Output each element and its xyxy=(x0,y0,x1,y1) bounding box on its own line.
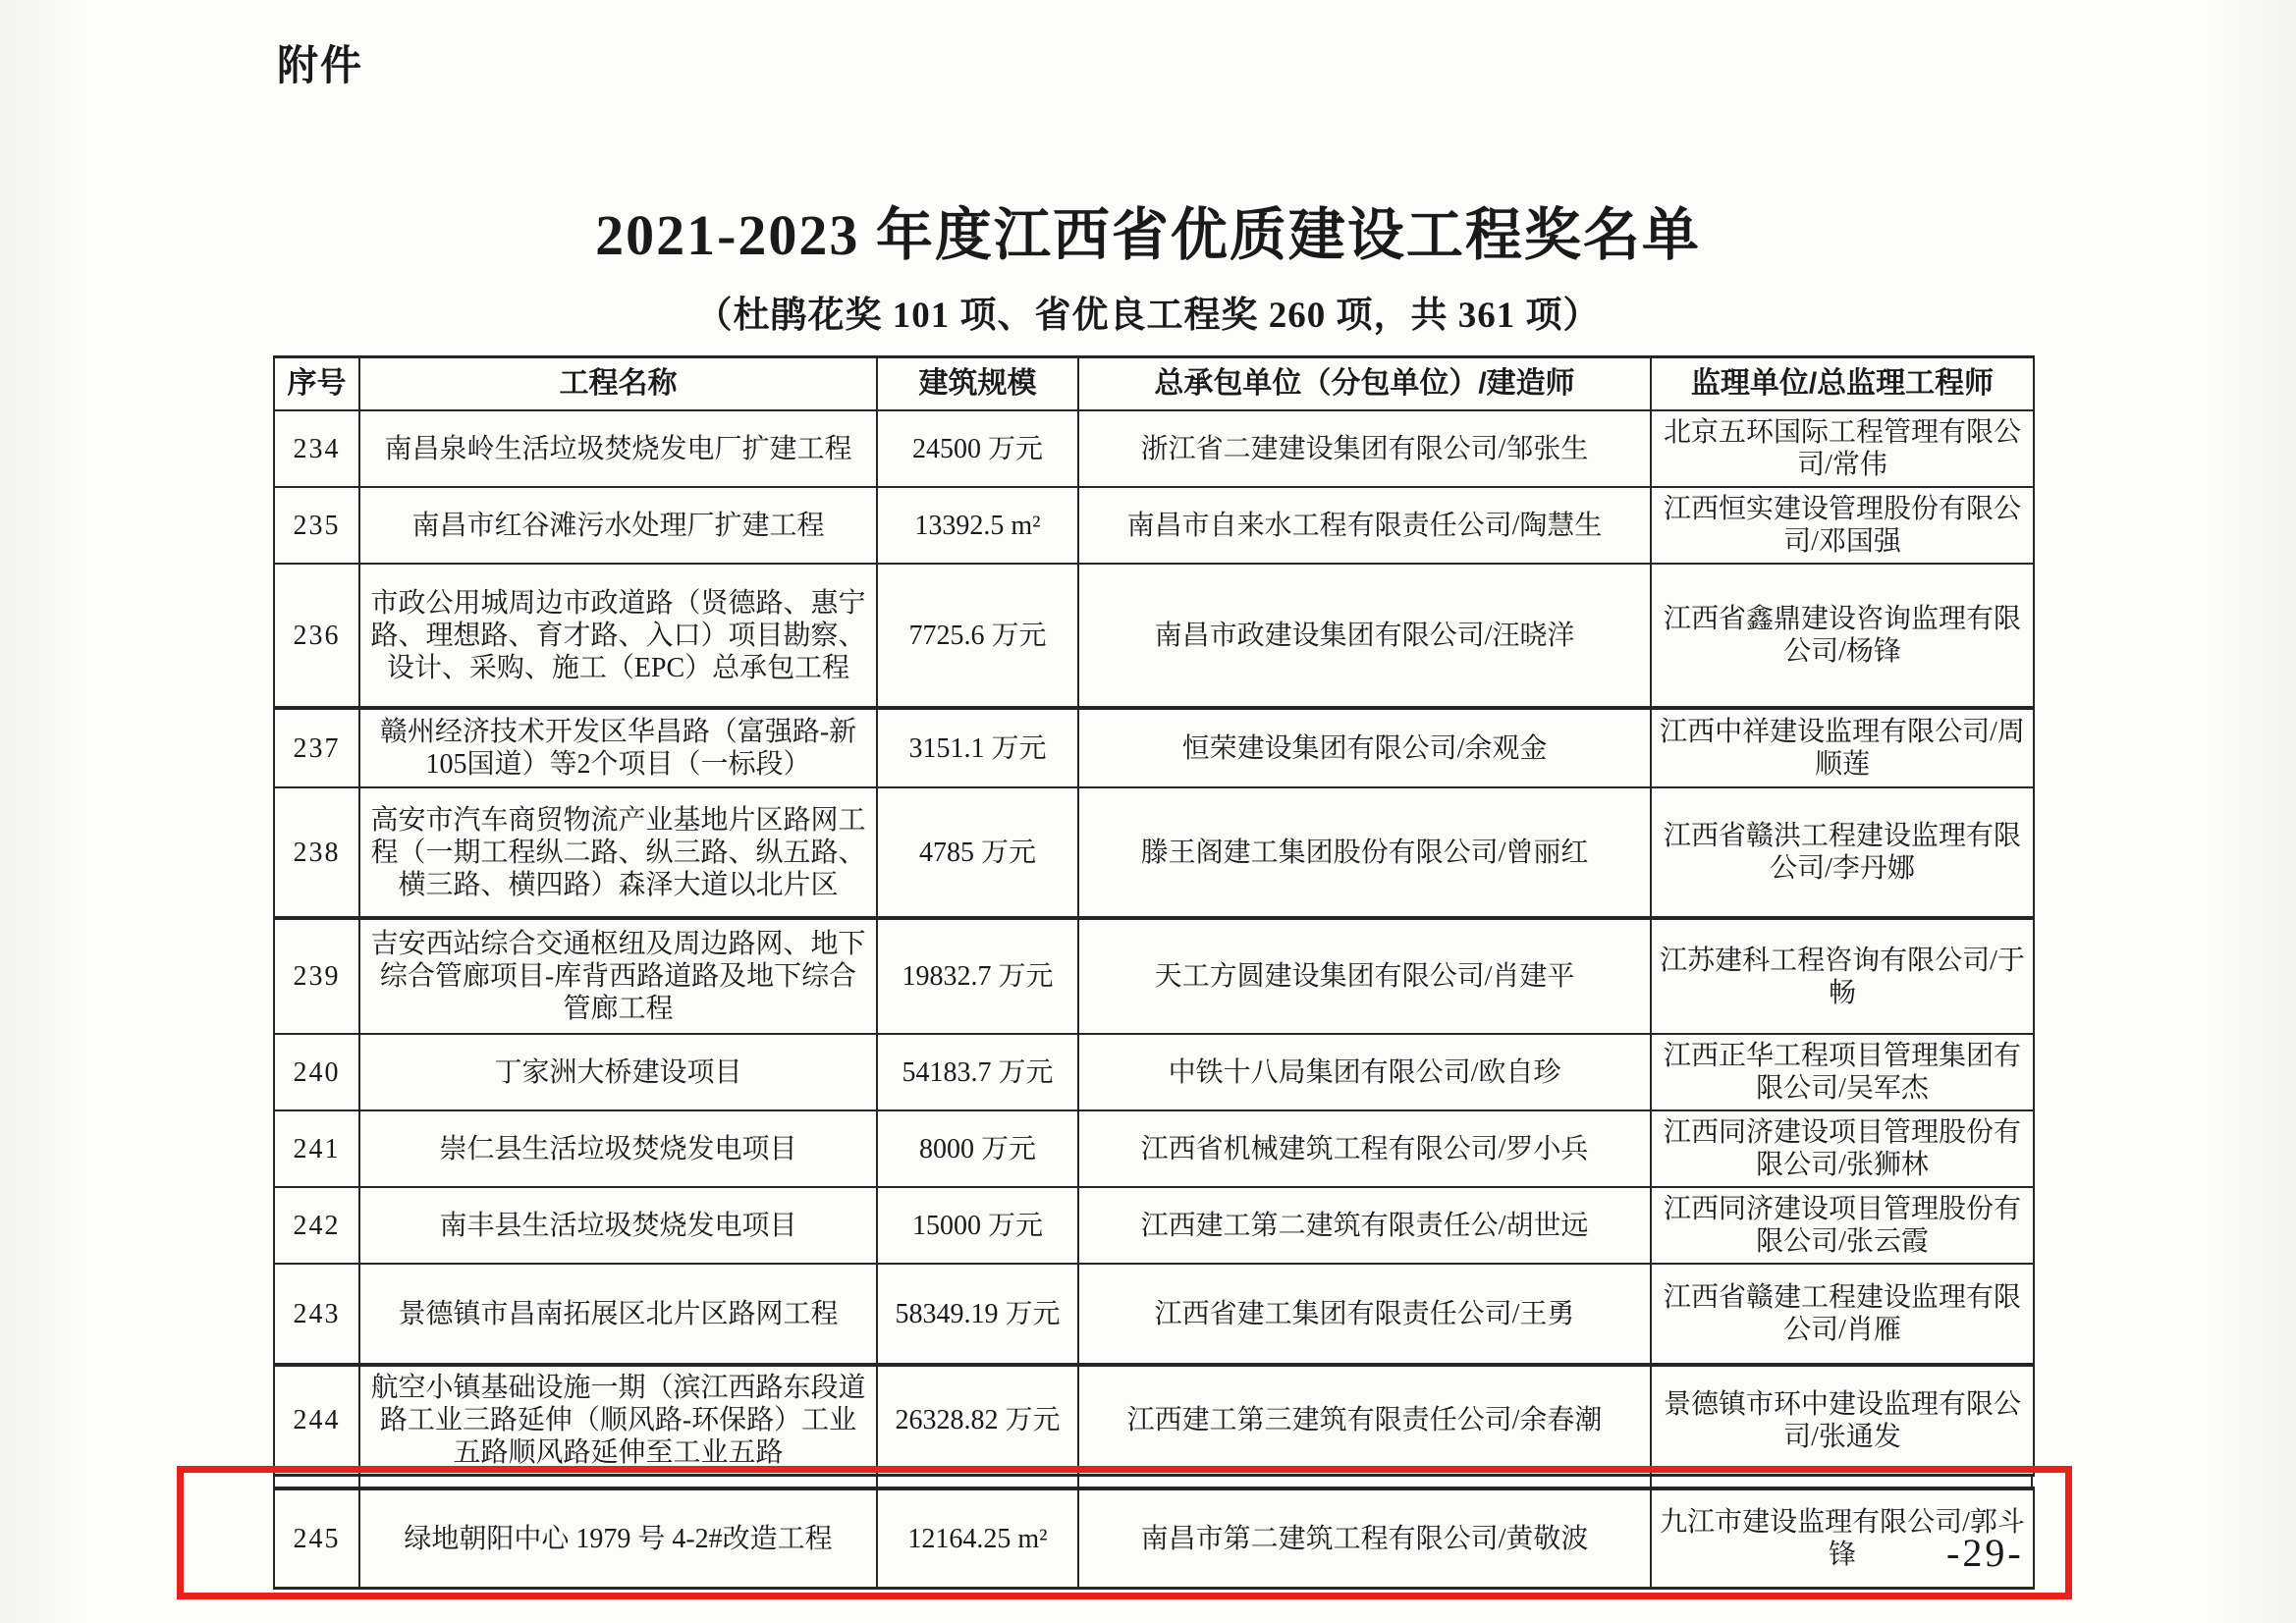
cell-construction-scale: 15000 万元 xyxy=(877,1187,1078,1264)
cell-construction-scale: 58349.19 万元 xyxy=(877,1264,1078,1365)
cell-supervision-unit: 江西中祥建设监理有限公司/周顺莲 xyxy=(1651,708,2034,787)
cell-construction-scale: 12164.25 m² xyxy=(877,1488,1078,1589)
cell-serial-number: 240 xyxy=(274,1034,359,1110)
cell-serial-number: 237 xyxy=(274,708,359,787)
cell-construction-scale: 26328.82 万元 xyxy=(877,1365,1078,1476)
cell-serial-number: 243 xyxy=(274,1264,359,1365)
cell-project-name: 航空小镇基础设施一期（滨江西路东段道路工业三路延伸（顺风路-环保路）工业五路顺风路延伸至工业五路 xyxy=(359,1365,877,1476)
awards-table-body xyxy=(274,410,2034,1476)
cell-supervision-unit: 江西恒实建设管理股份有限公司/邓国强 xyxy=(1651,487,2034,564)
cell-contractor-builder: 浙江省二建建设集团有限公司/邹张生 xyxy=(1078,410,1651,487)
cell-contractor-builder: 恒荣建设集团有限公司/余观金 xyxy=(1078,708,1651,787)
cell-supervision-unit: 北京五环国际工程管理有限公司/常伟 xyxy=(1651,410,2034,487)
cell-supervision-unit: 江西同济建设项目管理股份有限公司/张云霞 xyxy=(1651,1187,2034,1264)
cell-serial-number: 241 xyxy=(274,1110,359,1187)
cell-contractor-builder: 南昌市自来水工程有限责任公司/陶慧生 xyxy=(1078,487,1651,564)
cell-serial-number: 236 xyxy=(274,564,359,708)
cell-supervision-unit: 景德镇市环中建设监理有限公司/张通发 xyxy=(1651,1365,2034,1476)
cell-contractor-builder: 南昌市政建设集团有限公司/汪晓洋 xyxy=(1078,564,1651,708)
table-row xyxy=(274,1110,2034,1187)
cell-contractor-builder: 中铁十八局集团有限公司/欧自珍 xyxy=(1078,1034,1651,1110)
cell-serial-number: 245 xyxy=(274,1488,359,1589)
cell-project-name: 吉安西站综合交通枢纽及周边路网、地下综合管廊项目-库背西路道路及地下综合管廊工程 xyxy=(359,918,877,1034)
cell-contractor-builder: 江西省建工集团有限责任公司/王勇 xyxy=(1078,1264,1651,1365)
cell-project-name: 丁家洲大桥建设项目 xyxy=(359,1034,877,1110)
document-subtitle: （杜鹃花奖 101 项、省优良工程奖 260 项，共 361 项） xyxy=(695,296,1601,336)
cell-contractor-builder: 江西建工第二建筑有限责任公/胡世远 xyxy=(1078,1187,1651,1264)
cell-construction-scale: 7725.6 万元 xyxy=(877,564,1078,708)
cell-supervision-unit: 江西正华工程项目管理集团有限公司/吴军杰 xyxy=(1651,1034,2034,1110)
cell-serial-number: 244 xyxy=(274,1365,359,1476)
header-construction-scale: 建筑规模 xyxy=(877,357,1078,411)
cell-contractor-builder: 天工方圆建设集团有限公司/肖建平 xyxy=(1078,918,1651,1034)
cell-construction-scale: 3151.1 万元 xyxy=(877,708,1078,787)
header-row xyxy=(274,357,2034,411)
cell-construction-scale: 8000 万元 xyxy=(877,1110,1078,1187)
header-supervision-unit: 监理单位/总监理工程师 xyxy=(1651,357,2034,411)
cell-supervision-unit: 江西省赣洪工程建设监理有限公司/李丹娜 xyxy=(1651,787,2034,918)
cell-construction-scale: 4785 万元 xyxy=(877,787,1078,918)
cell-project-name: 南昌泉岭生活垃圾焚烧发电厂扩建工程 xyxy=(359,410,877,487)
table-row xyxy=(274,1187,2034,1264)
awards-table xyxy=(273,355,2035,1477)
cell-project-name: 市政公用城周边市政道路（贤德路、惠宁路、理想路、育才路、入口）项目勘察、设计、采购、施工（EPC）总承包工程 xyxy=(359,564,877,708)
cell-contractor-builder: 南昌市第二建筑工程有限公司/黄敬波 xyxy=(1078,1488,1651,1589)
table-row xyxy=(274,1488,2034,1589)
cell-supervision-unit: 江西省赣建工程建设监理有限公司/肖雁 xyxy=(1651,1264,2034,1365)
document-title: 2021-2023 年度江西省优质建设工程奖名单 xyxy=(595,203,1701,267)
cell-construction-scale: 13392.5 m² xyxy=(877,487,1078,564)
cell-project-name: 崇仁县生活垃圾焚烧发电项目 xyxy=(359,1110,877,1187)
awards-table-area xyxy=(273,355,2033,1590)
cell-contractor-builder: 江西建工第三建筑有限责任公司/余春潮 xyxy=(1078,1365,1651,1476)
cell-serial-number: 234 xyxy=(274,410,359,487)
cell-supervision-unit: 江西省鑫鼎建设咨询监理有限公司/杨锋 xyxy=(1651,564,2034,708)
cell-serial-number: 238 xyxy=(274,787,359,918)
cell-project-name: 南昌市红谷滩污水处理厂扩建工程 xyxy=(359,487,877,564)
header-serial-number: 序号 xyxy=(274,357,359,411)
cell-supervision-unit: 九江市建设监理有限公司/郭斗锋 xyxy=(1651,1488,2034,1589)
cell-construction-scale: 54183.7 万元 xyxy=(877,1034,1078,1110)
cell-project-name: 南丰县生活垃圾焚烧发电项目 xyxy=(359,1187,877,1264)
awards-table-continued xyxy=(273,1487,2035,1590)
cell-project-name: 绿地朝阳中心 1979 号 4-2#改造工程 xyxy=(359,1488,877,1589)
cell-project-name: 高安市汽车商贸物流产业基地片区路网工程（一期工程纵二路、纵三路、纵五路、横三路、横四路）森泽大道以北片区 xyxy=(359,787,877,918)
cell-serial-number: 242 xyxy=(274,1187,359,1264)
cell-supervision-unit: 江西同济建设项目管理股份有限公司/张狮林 xyxy=(1651,1110,2034,1187)
table-section-gap xyxy=(273,1477,2033,1487)
table-row xyxy=(274,708,2034,787)
table-row xyxy=(274,410,2034,487)
table-row xyxy=(274,487,2034,564)
table-row xyxy=(274,1034,2034,1110)
table-row xyxy=(274,564,2034,708)
cell-project-name: 赣州经济技术开发区华昌路（富强路-新105国道）等2个项目（一标段） xyxy=(359,708,877,787)
table-row xyxy=(274,918,2034,1034)
table-row xyxy=(274,1264,2034,1365)
cell-supervision-unit: 江苏建科工程咨询有限公司/于畅 xyxy=(1651,918,2034,1034)
cell-serial-number: 239 xyxy=(274,918,359,1034)
attachment-label: 附件 xyxy=(277,42,364,88)
header-contractor-builder: 总承包单位（分包单位）/建造师 xyxy=(1078,357,1651,411)
cell-project-name: 景德镇市昌南拓展区北片区路网工程 xyxy=(359,1264,877,1365)
awards-table-header xyxy=(274,357,2034,411)
cell-contractor-builder: 滕王阁建工集团股份有限公司/曾丽红 xyxy=(1078,787,1651,918)
table-row xyxy=(274,787,2034,918)
cell-construction-scale: 19832.7 万元 xyxy=(877,918,1078,1034)
page-number: -29- xyxy=(1946,1531,2024,1575)
cell-serial-number: 235 xyxy=(274,487,359,564)
cell-contractor-builder: 江西省机械建筑工程有限公司/罗小兵 xyxy=(1078,1110,1651,1187)
awards-table-last-body xyxy=(274,1488,2034,1589)
cell-construction-scale: 24500 万元 xyxy=(877,410,1078,487)
header-project-name: 工程名称 xyxy=(359,357,877,411)
highlighted-row-section xyxy=(273,1477,2033,1590)
table-row xyxy=(274,1365,2034,1476)
